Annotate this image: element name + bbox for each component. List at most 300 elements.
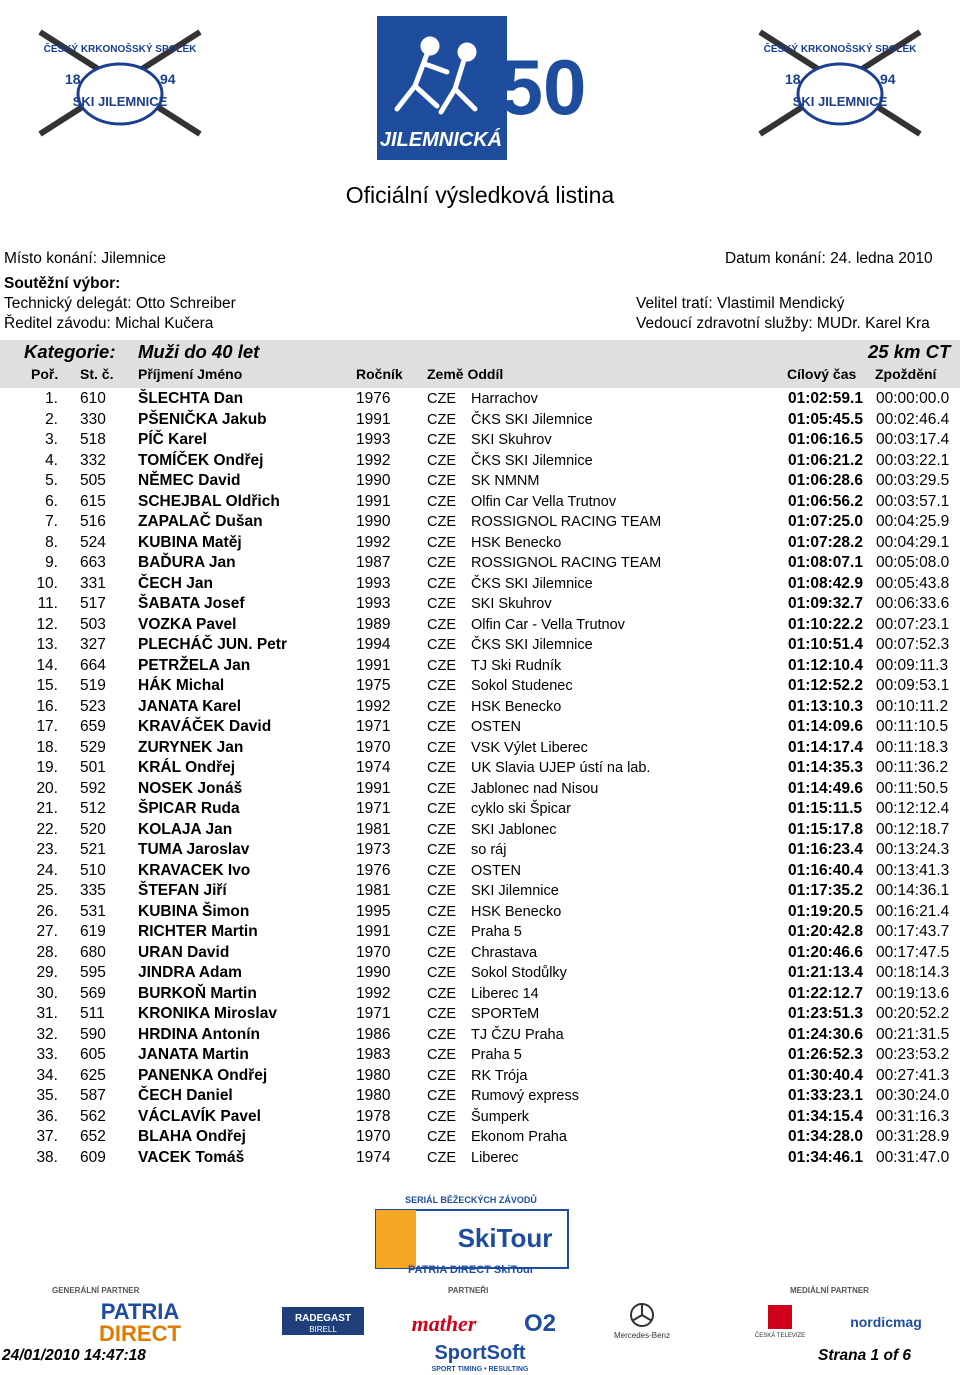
cell-name: RICHTER Martin — [138, 923, 258, 940]
cell-gap: 00:19:13.6 — [876, 984, 950, 1002]
cell-year: 1981 — [356, 820, 391, 838]
cell-club: RK Trója — [471, 1067, 528, 1084]
cell-cty: CZE — [427, 821, 456, 838]
table-row — [0, 1066, 960, 1087]
cell-club: Liberec 14 — [471, 985, 539, 1002]
center-logo-number: 50 — [499, 43, 587, 131]
svg-text:RADEGAST: RADEGAST — [294, 1313, 352, 1324]
cell-gap: 00:31:28.9 — [876, 1128, 950, 1145]
cell-year: 1992 — [356, 697, 391, 715]
table-row — [0, 451, 960, 472]
cell-time: 01:08:42.9 — [788, 574, 863, 592]
cell-st: 609 — [80, 1148, 106, 1166]
cell-time: 01:09:32.7 — [788, 595, 863, 612]
jilemnicka-50-logo — [375, 14, 587, 162]
cell-year: 1986 — [356, 1025, 391, 1043]
patria-logo: PATRIA — [100, 1299, 180, 1324]
cell-name: ČECH Daniel — [138, 1087, 233, 1104]
cell-name: BLAHA Ondřej — [138, 1128, 246, 1145]
cell-club: TJ ČZU Praha — [471, 1026, 564, 1043]
cell-club: Šumperk — [471, 1108, 530, 1125]
table-row — [0, 553, 960, 574]
cell-gap: 00:11:10.5 — [876, 718, 949, 735]
table-row — [0, 717, 960, 738]
cell-st: 501 — [80, 759, 106, 776]
table-row — [0, 738, 960, 759]
table-row — [0, 1086, 960, 1107]
cell-year: 1976 — [356, 390, 391, 407]
series-label: SERIÁL BĚŽECKÝCH ZÁVODŮ — [405, 1195, 537, 1205]
cell-pos: 23. — [36, 841, 58, 858]
cell-st: 517 — [80, 595, 106, 612]
cell-time: 01:02:59.1 — [788, 390, 863, 407]
cell-pos: 30. — [36, 984, 58, 1002]
svg-text:BIRELL: BIRELL — [309, 1325, 337, 1334]
cell-club: VSK Výlet Liberec — [471, 739, 588, 756]
track-chief-text: Velitel tratí: Vlastimil Mendický — [636, 295, 845, 312]
mather-logo: mather — [411, 1311, 477, 1336]
cell-st: 516 — [80, 513, 106, 530]
cell-gap: 00:18:14.3 — [876, 964, 950, 981]
cell-club: HSK Benecko — [471, 903, 562, 920]
cell-gap: 00:07:52.3 — [876, 636, 950, 653]
cell-st: 512 — [80, 800, 106, 817]
center-logo-text: JILEMNICKÁ — [379, 129, 503, 151]
cell-cty: CZE — [427, 391, 456, 407]
cell-st: 335 — [80, 882, 106, 899]
cell-gap: 00:03:57.1 — [876, 492, 950, 510]
cell-time: 01:10:22.2 — [788, 615, 863, 633]
cell-year: 1980 — [356, 1087, 391, 1104]
cell-st: 521 — [80, 841, 106, 858]
table-row — [0, 963, 960, 984]
venue-text: Místo konání: Jilemnice — [4, 250, 166, 267]
nordicmag-logo: nordicmag — [850, 1314, 922, 1330]
cell-name: BURKOŇ Martin — [138, 984, 257, 1002]
committee-heading: Soutěžní výbor: — [4, 275, 121, 292]
cell-name: KUBINA Matěj — [138, 533, 242, 551]
cell-pos: 3. — [45, 431, 58, 448]
cell-pos: 28. — [36, 943, 58, 961]
cell-year: 1994 — [356, 636, 391, 653]
cell-name: KRONIKA Miroslav — [138, 1005, 277, 1022]
cell-pos: 29. — [36, 964, 58, 981]
cell-club: Olfin Car - Vella Trutnov — [471, 616, 625, 633]
cell-pos: 37. — [36, 1128, 58, 1145]
cell-name: NOSEK Jonáš — [138, 779, 243, 797]
cell-gap: 00:17:43.7 — [876, 923, 950, 940]
cell-st: 659 — [80, 718, 106, 735]
cell-gap: 00:14:36.1 — [876, 882, 950, 899]
cell-name: PŠENIČKA Jakub — [138, 410, 267, 428]
cell-time: 01:12:10.4 — [788, 656, 863, 674]
cell-st: 511 — [80, 1005, 105, 1022]
table-row — [0, 1025, 960, 1046]
cell-club: SK NMNM — [471, 473, 540, 489]
cell-st: 505 — [80, 472, 106, 489]
cell-gap: 00:06:33.6 — [876, 595, 950, 612]
right-arc-text: ČESKÝ KRKONOŠSKÝ SPOLEK — [763, 44, 917, 55]
general-partner-label: GENERÁLNÍ PARTNER — [52, 1286, 140, 1295]
table-row — [0, 574, 960, 595]
cell-club: Rumový express — [471, 1088, 579, 1104]
date-text: Datum konání: 24. ledna 2010 — [725, 250, 933, 267]
cell-year: 1990 — [356, 472, 391, 489]
cell-pos: 12. — [36, 615, 58, 633]
cell-year: 1992 — [356, 984, 391, 1002]
cell-club: Praha 5 — [471, 1047, 522, 1063]
cell-cty: CZE — [427, 862, 456, 879]
cell-gap: 00:31:16.3 — [876, 1107, 950, 1125]
cell-time: 01:16:23.4 — [788, 841, 863, 858]
cell-club: HSK Benecko — [471, 698, 562, 715]
header-country-club: Země Oddíl — [427, 366, 504, 382]
media-partner-label: MEDIÁLNÍ PARTNER — [790, 1286, 869, 1295]
cell-name: URAN David — [138, 943, 230, 961]
cell-st: 680 — [80, 943, 106, 961]
cell-time: 01:22:12.7 — [788, 984, 863, 1002]
cell-st: 595 — [80, 964, 106, 981]
table-row — [0, 1107, 960, 1128]
cell-st: 520 — [80, 820, 106, 838]
page-number: Strana 1 of 6 — [818, 1347, 912, 1364]
cell-pos: 18. — [36, 738, 58, 756]
cell-st: 619 — [80, 923, 106, 940]
cell-cty: CZE — [427, 1067, 456, 1084]
cell-pos: 31. — [36, 1005, 58, 1022]
cell-cty: CZE — [427, 739, 456, 756]
cell-name: TOMÍČEK Ondřej — [138, 451, 264, 469]
cell-club: Ekonom Praha — [471, 1129, 567, 1145]
cell-year: 1974 — [356, 759, 391, 776]
table-row — [0, 635, 960, 656]
cell-time: 01:19:20.5 — [788, 902, 863, 920]
cell-year: 1970 — [356, 738, 391, 756]
cell-club: ČKS SKI Jilemnice — [471, 411, 593, 428]
cell-time: 01:14:35.3 — [788, 759, 863, 776]
cell-year: 1991 — [356, 779, 391, 797]
cell-name: VÁCLAVÍK Pavel — [138, 1107, 261, 1125]
cell-year: 1978 — [356, 1107, 391, 1125]
cell-st: 592 — [80, 779, 106, 797]
cell-cty: CZE — [427, 1047, 456, 1063]
cell-st: 519 — [80, 677, 106, 694]
cell-club: cyklo ski Špicar — [471, 801, 571, 817]
cell-st: 610 — [80, 390, 106, 407]
cell-gap: 00:02:46.4 — [876, 410, 950, 428]
header-gap: Zpoždění — [875, 366, 937, 382]
cell-club: OSTEN — [471, 719, 521, 735]
cell-gap: 00:11:18.3 — [876, 738, 949, 756]
cell-gap: 00:03:29.5 — [876, 472, 950, 489]
ct-text: ČESKÁ TELEVIZE — [754, 1333, 806, 1339]
cell-year: 1992 — [356, 533, 391, 551]
cell-pos: 24. — [36, 861, 58, 879]
cell-time: 01:16:40.4 — [788, 861, 863, 879]
cell-year: 1991 — [356, 923, 391, 940]
cell-year: 1970 — [356, 1128, 391, 1145]
cell-cty: CZE — [427, 575, 456, 592]
cell-club: Sokol Stodůlky — [471, 965, 567, 981]
cell-cty: CZE — [427, 657, 456, 674]
cell-gap: 00:09:53.1 — [876, 677, 950, 694]
table-row — [0, 861, 960, 882]
cell-year: 1993 — [356, 574, 391, 592]
cell-pos: 19. — [36, 759, 58, 776]
cell-st: 332 — [80, 451, 106, 469]
cell-cty: CZE — [427, 985, 456, 1002]
left-logo-text: SKI JILEMNICE — [72, 94, 168, 109]
cell-club: ROSSIGNOL RACING TEAM — [471, 514, 662, 530]
cell-cty: CZE — [427, 924, 456, 940]
cell-name: BAĎURA Jan — [138, 554, 236, 571]
cell-club: SKI Jablonec — [471, 821, 557, 838]
cell-year: 1987 — [356, 554, 391, 571]
table-row — [0, 410, 960, 431]
cell-time: 01:33:23.1 — [788, 1087, 863, 1104]
cell-gap: 00:11:50.5 — [876, 779, 949, 797]
cell-time: 01:26:52.3 — [788, 1046, 863, 1063]
cell-gap: 00:00:00.0 — [876, 390, 950, 407]
cell-name: PLECHÁČ JUN. Petr — [138, 636, 287, 653]
left-year-1: 18 — [65, 71, 81, 87]
left-year-2: 94 — [160, 71, 176, 87]
table-row — [0, 840, 960, 861]
table-row — [0, 902, 960, 923]
cell-time: 01:15:11.5 — [788, 800, 863, 817]
cell-st: 523 — [80, 697, 106, 715]
cell-gap: 00:17:47.5 — [876, 943, 950, 961]
cell-year: 1990 — [356, 964, 391, 981]
category-label: Kategorie: — [24, 341, 116, 362]
right-logo-text: SKI JILEMNICE — [792, 94, 888, 109]
cell-club: Sokol Studenec — [471, 678, 573, 694]
medical-text: Vedoucí zdravotní služby: MUDr. Karel Kra — [636, 315, 930, 332]
cell-time: 01:12:52.2 — [788, 677, 863, 694]
cell-gap: 00:27:41.3 — [876, 1066, 950, 1084]
cell-cty: CZE — [427, 1006, 456, 1022]
cell-name: SCHEJBAL Oldřich — [138, 492, 280, 510]
cell-pos: 33. — [36, 1046, 58, 1063]
cell-pos: 38. — [36, 1148, 58, 1166]
cell-cty: CZE — [427, 883, 456, 899]
cell-st: 590 — [80, 1025, 106, 1043]
table-row — [0, 676, 960, 697]
table-row — [0, 615, 960, 636]
cell-name: VOZKA Pavel — [138, 615, 237, 633]
cell-gap: 00:16:21.4 — [876, 902, 950, 920]
table-row — [0, 1148, 960, 1169]
right-year-1: 18 — [785, 71, 801, 87]
cell-st: 529 — [80, 738, 106, 756]
cell-club: ČKS SKI Jilemnice — [471, 575, 593, 592]
table-row — [0, 779, 960, 800]
cell-st: 327 — [80, 636, 106, 653]
category-distance: 25 km CT — [868, 341, 951, 362]
table-row — [0, 533, 960, 554]
cell-cty: CZE — [427, 493, 456, 510]
cell-name: PÍČ Karel — [138, 431, 207, 448]
ct-logo — [768, 1305, 792, 1329]
table-row — [0, 943, 960, 964]
cell-name: ČECH Jan — [138, 574, 213, 592]
cell-time: 01:21:13.4 — [788, 964, 863, 981]
cell-club: UK Slavia UJEP ústí na lab. — [471, 760, 651, 776]
cell-time: 01:06:56.2 — [788, 492, 863, 510]
cell-club: TJ Ski Rudník — [471, 657, 562, 674]
cell-cty: CZE — [427, 452, 456, 469]
cell-cty: CZE — [427, 432, 456, 448]
cell-st: 652 — [80, 1128, 106, 1145]
cell-st: 510 — [80, 861, 106, 879]
cell-name: NĚMEC David — [138, 472, 241, 489]
cell-cty: CZE — [427, 1149, 456, 1166]
cell-st: 605 — [80, 1046, 106, 1063]
table-row — [0, 1127, 960, 1148]
cell-gap: 00:03:22.1 — [876, 451, 950, 469]
cell-gap: 00:21:31.5 — [876, 1025, 950, 1043]
cell-gap: 00:07:23.1 — [876, 615, 950, 633]
header-name: Příjmení Jméno — [138, 366, 243, 382]
cell-time: 01:07:25.0 — [788, 513, 863, 530]
cell-club: ČKS SKI Jilemnice — [471, 637, 593, 653]
cell-cty: CZE — [427, 1129, 456, 1145]
cell-cty: CZE — [427, 944, 456, 961]
table-row — [0, 1045, 960, 1066]
cell-year: 1981 — [356, 882, 391, 899]
cell-st: 625 — [80, 1066, 106, 1084]
o2-logo: O2 — [523, 1310, 557, 1337]
cell-year: 1983 — [356, 1046, 391, 1063]
table-row — [0, 430, 960, 451]
cell-name: ŠPICAR Ruda — [138, 800, 240, 817]
cell-club: Praha 5 — [471, 924, 522, 940]
results-table — [0, 389, 960, 1168]
cell-name: JINDRA Adam — [138, 964, 242, 981]
cell-name: KUBINA Šimon — [138, 902, 250, 920]
cell-cty: CZE — [427, 555, 456, 571]
cell-time: 01:34:28.0 — [788, 1128, 863, 1145]
cell-year: 1993 — [356, 595, 391, 612]
cell-year: 1991 — [356, 410, 391, 428]
table-row — [0, 697, 960, 718]
table-row — [0, 656, 960, 677]
cell-pos: 6. — [45, 492, 58, 510]
cell-st: 615 — [80, 492, 106, 510]
cell-pos: 16. — [36, 697, 58, 715]
cell-time: 01:15:17.8 — [788, 820, 863, 838]
cell-gap: 00:05:43.8 — [876, 574, 950, 592]
cell-club: SKI Skuhrov — [471, 432, 552, 448]
cell-cty: CZE — [427, 842, 456, 858]
mercedes-text: Mercedes-Benz — [613, 1331, 671, 1340]
cell-name: PANENKA Ondřej — [138, 1066, 268, 1084]
cell-year: 1989 — [356, 615, 391, 633]
cell-name: ŠTEFAN Jiří — [138, 882, 227, 899]
cell-club: SPORTeM — [471, 1006, 540, 1022]
cell-pos: 20. — [36, 779, 58, 797]
cell-name: JANATA Karel — [138, 697, 242, 715]
right-year-2: 94 — [880, 71, 896, 87]
partners-label: PARTNEŘI — [448, 1286, 489, 1295]
cell-club: ROSSIGNOL RACING TEAM — [471, 555, 662, 571]
table-row — [0, 594, 960, 615]
cell-pos: 26. — [36, 902, 58, 920]
cell-club: Liberec — [471, 1149, 519, 1166]
sportsoft-logo: SportSoft — [434, 1342, 526, 1364]
cell-time: 01:07:28.2 — [788, 533, 863, 551]
cell-pos: 8. — [45, 533, 58, 551]
cell-year: 1970 — [356, 943, 391, 961]
table-row — [0, 922, 960, 943]
cell-year: 1993 — [356, 431, 391, 448]
cell-st: 524 — [80, 533, 106, 551]
ski-jilemnice-logo-right — [740, 22, 940, 142]
cell-year: 1975 — [356, 677, 391, 694]
cell-gap: 00:11:36.2 — [876, 759, 949, 776]
cell-st: 562 — [80, 1107, 106, 1125]
director-text: Ředitel závodu: Michal Kučera — [4, 315, 214, 332]
cell-time: 01:14:09.6 — [788, 718, 863, 735]
cell-gap: 00:12:12.4 — [876, 800, 950, 817]
cell-club: Olfin Car Vella Trutnov — [471, 493, 617, 510]
skitour-text: SkiTour — [457, 1223, 553, 1253]
table-row — [0, 1004, 960, 1025]
cell-st: 331 — [80, 574, 106, 592]
cell-year: 1991 — [356, 492, 391, 510]
cell-year: 1971 — [356, 1005, 391, 1022]
cell-cty: CZE — [427, 801, 456, 817]
cell-club: OSTEN — [471, 862, 521, 879]
delegate-text: Technický delegát: Otto Schreiber — [4, 295, 236, 312]
cell-cty: CZE — [427, 965, 456, 981]
cell-name: HRDINA Antonín — [138, 1025, 260, 1043]
cell-cty: CZE — [427, 616, 456, 633]
cell-pos: 34. — [36, 1066, 58, 1084]
cell-time: 01:13:10.3 — [788, 697, 863, 715]
cell-time: 01:20:42.8 — [788, 923, 863, 940]
cell-pos: 36. — [36, 1107, 58, 1125]
cell-club: HSK Benecko — [471, 534, 562, 551]
cell-cty: CZE — [427, 678, 456, 694]
cell-name: KRÁL Ondřej — [138, 759, 236, 776]
cell-time: 01:17:35.2 — [788, 882, 863, 899]
cell-club: ČKS SKI Jilemnice — [471, 452, 593, 469]
cell-pos: 5. — [45, 472, 58, 489]
cell-club: Jablonec nad Nisou — [471, 780, 599, 797]
cell-pos: 1. — [45, 390, 58, 407]
table-row — [0, 984, 960, 1005]
cell-gap: 00:12:18.7 — [876, 820, 950, 838]
cell-name: ZAPALAČ Dušan — [138, 513, 263, 530]
cell-pos: 14. — [36, 656, 58, 674]
cell-name: ŠLECHTA Dan — [138, 390, 244, 407]
cell-gap: 00:23:53.2 — [876, 1046, 950, 1063]
cell-name: KOLAJA Jan — [138, 820, 233, 838]
direct-logo: DIRECT — [99, 1321, 181, 1346]
cell-pos: 21. — [36, 800, 58, 817]
cell-year: 1973 — [356, 841, 391, 858]
cell-name: TUMA Jaroslav — [138, 841, 250, 858]
cell-gap: 00:13:24.3 — [876, 841, 950, 858]
sportsoft-sub: SPORT TIMING • RESULTING — [431, 1366, 529, 1373]
cell-time: 01:06:28.6 — [788, 472, 863, 489]
table-row — [0, 799, 960, 820]
left-arc-text: ČESKÝ KRKONOŠSKÝ SPOLEK — [43, 44, 197, 55]
cell-name: JANATA Martin — [138, 1046, 249, 1063]
table-row — [0, 820, 960, 841]
cell-name: ZURYNEK Jan — [138, 738, 244, 756]
